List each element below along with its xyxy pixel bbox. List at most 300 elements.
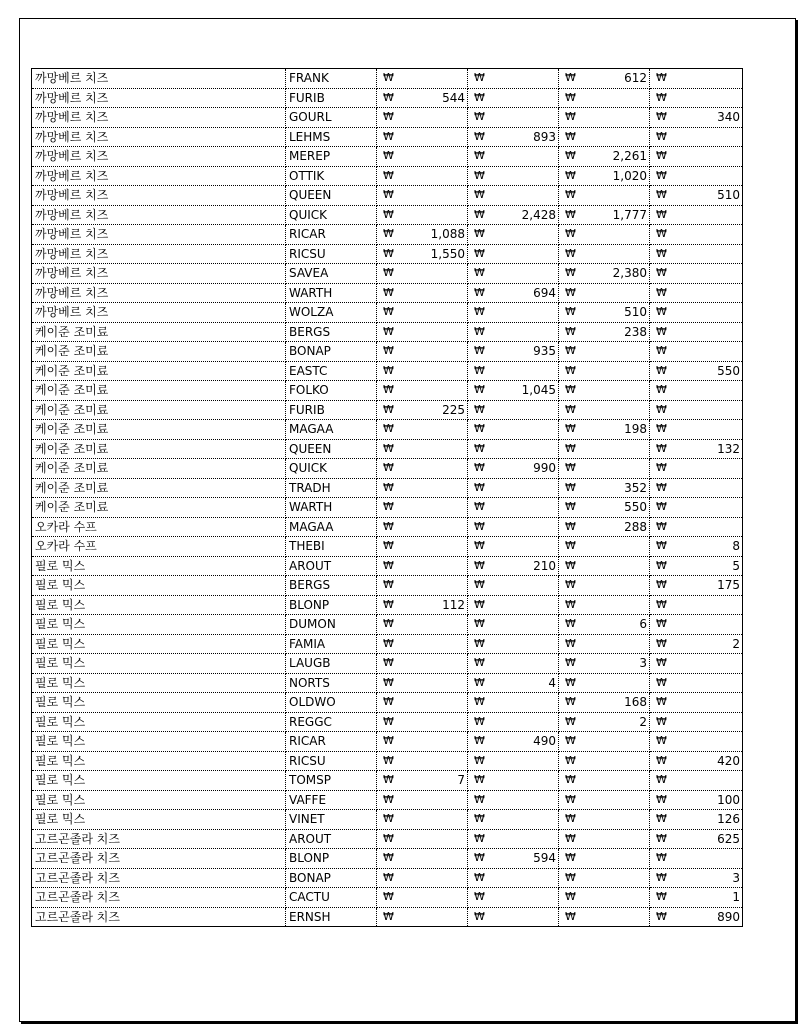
currency-symbol: ₩ xyxy=(656,324,667,338)
amount-cell-q2 xyxy=(468,478,559,498)
amount-value: 210 xyxy=(533,558,556,573)
amount-cell-q4 xyxy=(650,303,743,323)
table-body xyxy=(32,69,743,927)
amount-cell-q3 xyxy=(559,361,650,381)
customer-code-cell: OTTIK xyxy=(286,166,377,186)
amount-cell-q3 xyxy=(559,556,650,576)
product-name-cell: 까망베르 치즈 xyxy=(32,303,286,323)
currency-symbol: ₩ xyxy=(656,207,667,221)
currency-symbol: ₩ xyxy=(656,149,667,162)
amount-value: 132 xyxy=(717,441,740,456)
currency-symbol: ₩ xyxy=(656,890,667,903)
amount-value: 612 xyxy=(624,71,647,86)
amount-cell-q1 xyxy=(377,205,468,225)
currency-symbol: ₩ xyxy=(656,851,667,864)
amount-cell-q4 xyxy=(650,166,743,186)
product-name-cell: 케이준 조미료 xyxy=(32,459,286,479)
amount-value: 550 xyxy=(717,363,740,378)
customer-code-cell: ERNSH xyxy=(286,907,377,927)
currency-symbol: ₩ xyxy=(474,285,485,299)
amount-cell-q2 xyxy=(468,751,559,771)
currency-symbol: ₩ xyxy=(383,578,394,591)
table-row xyxy=(32,303,743,323)
amount-value: 510 xyxy=(624,305,647,320)
amount-cell-q4 xyxy=(650,537,743,557)
currency-symbol: ₩ xyxy=(656,227,667,240)
amount-cell-q4 xyxy=(650,556,743,576)
currency-symbol: ₩ xyxy=(383,597,394,611)
amount-value: 7 xyxy=(457,773,465,788)
amount-value: 8 xyxy=(732,539,740,554)
amount-cell-q4 xyxy=(650,439,743,459)
currency-symbol: ₩ xyxy=(474,636,485,650)
currency-symbol: ₩ xyxy=(656,344,667,357)
currency-symbol: ₩ xyxy=(656,656,667,669)
sales-table xyxy=(31,68,743,927)
amount-cell-q4 xyxy=(650,381,743,401)
customer-code-cell: BERGS xyxy=(286,576,377,596)
amount-cell-q2 xyxy=(468,264,559,284)
amount-cell-q1 xyxy=(377,361,468,381)
currency-symbol: ₩ xyxy=(383,285,394,299)
product-name-cell: 필로 믹스 xyxy=(32,654,286,674)
currency-symbol: ₩ xyxy=(383,675,394,689)
amount-cell-q4 xyxy=(650,771,743,791)
currency-symbol: ₩ xyxy=(474,675,485,689)
table-row xyxy=(32,88,743,108)
table-row xyxy=(32,907,743,927)
customer-code-cell: MAGAA xyxy=(286,517,377,537)
table-row xyxy=(32,712,743,732)
currency-symbol: ₩ xyxy=(383,344,394,357)
currency-symbol: ₩ xyxy=(383,714,394,728)
currency-symbol: ₩ xyxy=(474,500,485,513)
currency-symbol: ₩ xyxy=(474,519,485,533)
amount-cell-q1 xyxy=(377,556,468,576)
amount-cell-q1 xyxy=(377,283,468,303)
currency-symbol: ₩ xyxy=(383,422,394,435)
table-row xyxy=(32,459,743,479)
amount-cell-q3 xyxy=(559,264,650,284)
currency-symbol: ₩ xyxy=(656,695,667,708)
product-name-cell: 필로 믹스 xyxy=(32,576,286,596)
customer-code-cell: BLONP xyxy=(286,595,377,615)
amount-cell-q3 xyxy=(559,751,650,771)
customer-code-cell: OLDWO xyxy=(286,693,377,713)
customer-code-cell: QUICK xyxy=(286,205,377,225)
currency-symbol: ₩ xyxy=(565,363,576,377)
customer-code-cell: QUEEN xyxy=(286,439,377,459)
currency-symbol: ₩ xyxy=(565,402,576,416)
currency-symbol: ₩ xyxy=(474,734,485,747)
customer-code-cell: FOLKO xyxy=(286,381,377,401)
product-name-cell: 필로 믹스 xyxy=(32,790,286,810)
amount-cell-q3 xyxy=(559,673,650,693)
table-row xyxy=(32,537,743,557)
amount-cell-q1 xyxy=(377,810,468,830)
currency-symbol: ₩ xyxy=(383,480,394,494)
amount-cell-q4 xyxy=(650,790,743,810)
amount-cell-q2 xyxy=(468,829,559,849)
amount-cell-q1 xyxy=(377,439,468,459)
amount-value: 238 xyxy=(624,324,647,339)
currency-symbol: ₩ xyxy=(656,305,667,318)
amount-cell-q3 xyxy=(559,303,650,323)
table-row xyxy=(32,576,743,596)
amount-cell-q1 xyxy=(377,673,468,693)
table-row xyxy=(32,166,743,186)
table-row xyxy=(32,283,743,303)
amount-value: 2,428 xyxy=(521,207,556,222)
amount-cell-q3 xyxy=(559,108,650,128)
currency-symbol: ₩ xyxy=(656,714,667,728)
customer-code-cell: TRADH xyxy=(286,478,377,498)
amount-value: 550 xyxy=(624,500,647,515)
currency-symbol: ₩ xyxy=(383,539,394,552)
amount-cell-q2 xyxy=(468,732,559,752)
currency-symbol: ₩ xyxy=(565,168,576,182)
currency-symbol: ₩ xyxy=(656,812,667,825)
currency-symbol: ₩ xyxy=(656,578,667,591)
customer-code-cell: LEHMS xyxy=(286,127,377,147)
currency-symbol: ₩ xyxy=(565,636,576,650)
currency-symbol: ₩ xyxy=(656,734,667,747)
amount-cell-q1 xyxy=(377,771,468,791)
currency-symbol: ₩ xyxy=(474,441,485,455)
amount-cell-q1 xyxy=(377,381,468,401)
product-name-cell: 까망베르 치즈 xyxy=(32,166,286,186)
product-name-cell: 필로 믹스 xyxy=(32,556,286,576)
amount-cell-q3 xyxy=(559,478,650,498)
amount-cell-q2 xyxy=(468,868,559,888)
amount-value: 893 xyxy=(533,129,556,144)
currency-symbol: ₩ xyxy=(565,383,576,396)
currency-symbol: ₩ xyxy=(656,168,667,182)
amount-cell-q2 xyxy=(468,166,559,186)
currency-symbol: ₩ xyxy=(656,539,667,552)
amount-value: 2,261 xyxy=(612,149,647,164)
product-name-cell: 케이준 조미료 xyxy=(32,478,286,498)
customer-code-cell: WARTH xyxy=(286,283,377,303)
currency-symbol: ₩ xyxy=(656,909,667,923)
amount-value: 3 xyxy=(639,656,647,671)
currency-symbol: ₩ xyxy=(474,422,485,435)
amount-cell-q3 xyxy=(559,615,650,635)
currency-symbol: ₩ xyxy=(383,90,394,104)
currency-symbol: ₩ xyxy=(565,851,576,864)
amount-cell-q3 xyxy=(559,88,650,108)
amount-cell-q3 xyxy=(559,810,650,830)
amount-cell-q3 xyxy=(559,225,650,245)
table-row xyxy=(32,127,743,147)
product-name-cell: 까망베르 치즈 xyxy=(32,283,286,303)
product-name-cell: 케이준 조미료 xyxy=(32,439,286,459)
product-name-cell: 까망베르 치즈 xyxy=(32,244,286,264)
amount-cell-q4 xyxy=(650,88,743,108)
amount-cell-q2 xyxy=(468,439,559,459)
amount-cell-q3 xyxy=(559,868,650,888)
currency-symbol: ₩ xyxy=(383,851,394,864)
currency-symbol: ₩ xyxy=(656,461,667,474)
currency-symbol: ₩ xyxy=(383,149,394,162)
currency-symbol: ₩ xyxy=(383,227,394,240)
currency-symbol: ₩ xyxy=(383,695,394,708)
customer-code-cell: RICAR xyxy=(286,732,377,752)
amount-cell-q2 xyxy=(468,907,559,927)
amount-cell-q4 xyxy=(650,244,743,264)
amount-cell-q1 xyxy=(377,459,468,479)
amount-cell-q3 xyxy=(559,420,650,440)
amount-cell-q1 xyxy=(377,264,468,284)
table-row xyxy=(32,342,743,362)
amount-cell-q3 xyxy=(559,127,650,147)
currency-symbol: ₩ xyxy=(656,363,667,377)
amount-cell-q4 xyxy=(650,264,743,284)
amount-cell-q4 xyxy=(650,634,743,654)
amount-cell-q4 xyxy=(650,654,743,674)
amount-cell-q2 xyxy=(468,498,559,518)
currency-symbol: ₩ xyxy=(565,207,576,221)
amount-cell-q1 xyxy=(377,244,468,264)
amount-cell-q3 xyxy=(559,693,650,713)
table-row xyxy=(32,556,743,576)
customer-code-cell: FURIB xyxy=(286,400,377,420)
currency-symbol: ₩ xyxy=(565,558,576,572)
table-row xyxy=(32,634,743,654)
amount-value: 890 xyxy=(717,909,740,924)
currency-symbol: ₩ xyxy=(656,110,667,123)
amount-cell-q2 xyxy=(468,459,559,479)
currency-symbol: ₩ xyxy=(474,539,485,552)
currency-symbol: ₩ xyxy=(474,480,485,494)
customer-code-cell: VAFFE xyxy=(286,790,377,810)
currency-symbol: ₩ xyxy=(383,558,394,572)
currency-symbol: ₩ xyxy=(383,207,394,221)
amount-cell-q4 xyxy=(650,810,743,830)
amount-cell-q1 xyxy=(377,615,468,635)
currency-symbol: ₩ xyxy=(383,461,394,474)
amount-value: 544 xyxy=(442,90,465,105)
amount-cell-q1 xyxy=(377,517,468,537)
amount-cell-q4 xyxy=(650,322,743,342)
table-row xyxy=(32,810,743,830)
currency-symbol: ₩ xyxy=(565,422,576,435)
currency-symbol: ₩ xyxy=(565,597,576,611)
currency-symbol: ₩ xyxy=(565,773,576,786)
currency-symbol: ₩ xyxy=(383,363,394,377)
amount-cell-q3 xyxy=(559,166,650,186)
product-name-cell: 까망베르 치즈 xyxy=(32,69,286,89)
amount-cell-q4 xyxy=(650,732,743,752)
product-name-cell: 고르곤졸라 치즈 xyxy=(32,868,286,888)
customer-code-cell: CACTU xyxy=(286,888,377,908)
customer-code-cell: NORTS xyxy=(286,673,377,693)
amount-cell-q2 xyxy=(468,127,559,147)
customer-code-cell: AROUT xyxy=(286,556,377,576)
table-row xyxy=(32,186,743,206)
product-name-cell: 까망베르 치즈 xyxy=(32,225,286,245)
currency-symbol: ₩ xyxy=(656,422,667,435)
currency-symbol: ₩ xyxy=(383,402,394,416)
amount-cell-q1 xyxy=(377,654,468,674)
currency-symbol: ₩ xyxy=(383,617,394,630)
currency-symbol: ₩ xyxy=(474,305,485,318)
amount-cell-q4 xyxy=(650,712,743,732)
table-row xyxy=(32,439,743,459)
currency-symbol: ₩ xyxy=(474,71,485,84)
product-name-cell: 필로 믹스 xyxy=(32,634,286,654)
product-name-cell: 고르곤졸라 치즈 xyxy=(32,829,286,849)
currency-symbol: ₩ xyxy=(565,461,576,474)
amount-cell-q1 xyxy=(377,342,468,362)
currency-symbol: ₩ xyxy=(565,149,576,162)
amount-cell-q3 xyxy=(559,654,650,674)
amount-cell-q4 xyxy=(650,205,743,225)
currency-symbol: ₩ xyxy=(383,909,394,923)
currency-symbol: ₩ xyxy=(474,324,485,338)
table-row xyxy=(32,888,743,908)
currency-symbol: ₩ xyxy=(474,656,485,669)
currency-symbol: ₩ xyxy=(656,71,667,84)
currency-symbol: ₩ xyxy=(656,402,667,416)
table-row xyxy=(32,264,743,284)
amount-cell-q4 xyxy=(650,108,743,128)
product-name-cell: 필로 믹스 xyxy=(32,693,286,713)
amount-cell-q1 xyxy=(377,147,468,167)
currency-symbol: ₩ xyxy=(474,188,485,201)
amount-value: 1,777 xyxy=(612,207,647,222)
customer-code-cell: LAUGB xyxy=(286,654,377,674)
customer-code-cell: BLONP xyxy=(286,849,377,869)
currency-symbol: ₩ xyxy=(656,383,667,396)
customer-code-cell: REGGC xyxy=(286,712,377,732)
currency-symbol: ₩ xyxy=(383,383,394,396)
amount-value: 3 xyxy=(732,870,740,885)
amount-cell-q3 xyxy=(559,244,650,264)
amount-cell-q2 xyxy=(468,654,559,674)
currency-symbol: ₩ xyxy=(565,246,576,260)
amount-value: 490 xyxy=(533,734,556,749)
currency-symbol: ₩ xyxy=(383,129,394,143)
currency-symbol: ₩ xyxy=(565,188,576,201)
amount-value: 126 xyxy=(717,812,740,827)
customer-code-cell: WARTH xyxy=(286,498,377,518)
currency-symbol: ₩ xyxy=(656,753,667,767)
customer-code-cell: RICAR xyxy=(286,225,377,245)
currency-symbol: ₩ xyxy=(656,246,667,260)
amount-cell-q3 xyxy=(559,790,650,810)
amount-cell-q4 xyxy=(650,868,743,888)
table-row xyxy=(32,595,743,615)
amount-value: 175 xyxy=(717,578,740,593)
product-name-cell: 까망베르 치즈 xyxy=(32,127,286,147)
amount-cell-q3 xyxy=(559,69,650,89)
currency-symbol: ₩ xyxy=(565,519,576,533)
customer-code-cell: FAMIA xyxy=(286,634,377,654)
currency-symbol: ₩ xyxy=(383,110,394,123)
amount-value: 510 xyxy=(717,188,740,203)
amount-cell-q4 xyxy=(650,907,743,927)
currency-symbol: ₩ xyxy=(656,129,667,143)
product-name-cell: 까망베르 치즈 xyxy=(32,264,286,284)
amount-cell-q4 xyxy=(650,595,743,615)
customer-code-cell: THEBI xyxy=(286,537,377,557)
amount-cell-q1 xyxy=(377,498,468,518)
amount-cell-q3 xyxy=(559,439,650,459)
amount-cell-q1 xyxy=(377,693,468,713)
amount-cell-q4 xyxy=(650,673,743,693)
table-row xyxy=(32,868,743,888)
currency-symbol: ₩ xyxy=(474,870,485,884)
currency-symbol: ₩ xyxy=(565,617,576,630)
amount-cell-q3 xyxy=(559,634,650,654)
currency-symbol: ₩ xyxy=(474,909,485,923)
amount-cell-q2 xyxy=(468,595,559,615)
amount-value: 2 xyxy=(639,714,647,729)
amount-cell-q4 xyxy=(650,127,743,147)
amount-cell-q4 xyxy=(650,147,743,167)
table-row xyxy=(32,322,743,342)
customer-code-cell: FURIB xyxy=(286,88,377,108)
table-row xyxy=(32,498,743,518)
amount-cell-q1 xyxy=(377,69,468,89)
currency-symbol: ₩ xyxy=(474,227,485,240)
amount-cell-q3 xyxy=(559,186,650,206)
table-row xyxy=(32,108,743,128)
amount-cell-q1 xyxy=(377,751,468,771)
currency-symbol: ₩ xyxy=(383,519,394,533)
currency-symbol: ₩ xyxy=(565,831,576,845)
amount-cell-q3 xyxy=(559,576,650,596)
currency-symbol: ₩ xyxy=(383,792,394,806)
currency-symbol: ₩ xyxy=(656,480,667,494)
amount-cell-q3 xyxy=(559,907,650,927)
amount-cell-q3 xyxy=(559,283,650,303)
amount-cell-q3 xyxy=(559,732,650,752)
amount-cell-q2 xyxy=(468,556,559,576)
amount-value: 1,088 xyxy=(430,227,465,242)
amount-value: 168 xyxy=(624,695,647,710)
currency-symbol: ₩ xyxy=(383,324,394,338)
product-name-cell: 오카라 수프 xyxy=(32,517,286,537)
amount-cell-q4 xyxy=(650,69,743,89)
amount-cell-q1 xyxy=(377,888,468,908)
amount-cell-q4 xyxy=(650,576,743,596)
product-name-cell: 케이준 조미료 xyxy=(32,322,286,342)
currency-symbol: ₩ xyxy=(383,71,394,84)
amount-cell-q1 xyxy=(377,478,468,498)
product-name-cell: 케이준 조미료 xyxy=(32,381,286,401)
amount-cell-q2 xyxy=(468,283,559,303)
currency-symbol: ₩ xyxy=(474,363,485,377)
currency-symbol: ₩ xyxy=(474,110,485,123)
table-row xyxy=(32,225,743,245)
amount-cell-q1 xyxy=(377,400,468,420)
amount-cell-q4 xyxy=(650,849,743,869)
currency-symbol: ₩ xyxy=(565,753,576,767)
amount-cell-q2 xyxy=(468,576,559,596)
currency-symbol: ₩ xyxy=(565,578,576,591)
product-name-cell: 필로 믹스 xyxy=(32,732,286,752)
currency-symbol: ₩ xyxy=(565,480,576,494)
table-row xyxy=(32,771,743,791)
amount-cell-q2 xyxy=(468,537,559,557)
currency-symbol: ₩ xyxy=(474,831,485,845)
amount-cell-q1 xyxy=(377,225,468,245)
amount-cell-q1 xyxy=(377,829,468,849)
amount-cell-q2 xyxy=(468,88,559,108)
amount-cell-q2 xyxy=(468,303,559,323)
